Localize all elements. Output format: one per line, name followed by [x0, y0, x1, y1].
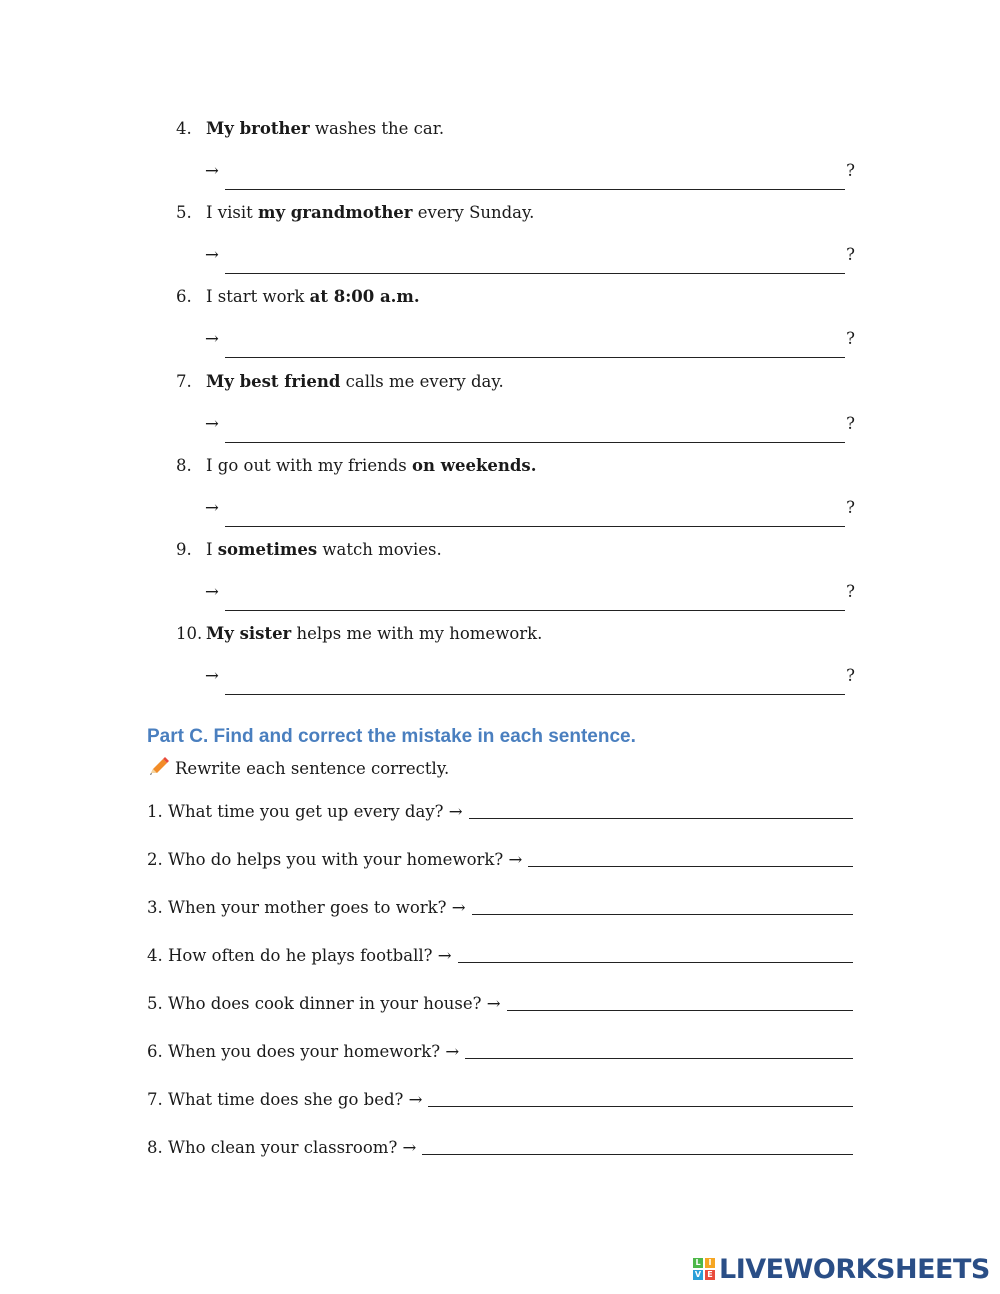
answer-row-8 — [205, 498, 855, 520]
correction-row-6 — [147, 1039, 853, 1061]
question-number: 9. — [176, 540, 192, 559]
correction-input-2[interactable] — [528, 852, 853, 867]
question-text-post: washes the car. — [309, 119, 445, 138]
part-c-title: Part C. Find and correct the mistake in each sentence. — [147, 726, 636, 747]
correction-row-2 — [147, 847, 853, 869]
question-mark: ? — [846, 582, 855, 601]
question-number: 4. — [176, 119, 192, 138]
question-text-bold: my grandmother — [257, 203, 413, 222]
correction-row-1 — [147, 799, 853, 821]
correction-row-4 — [147, 943, 853, 965]
question-text-post: watch movies. — [317, 540, 442, 559]
answer-row-9 — [205, 582, 855, 604]
question-9 — [176, 540, 442, 560]
logo-mark-letter: V — [694, 1270, 702, 1279]
question-mark: ? — [846, 498, 855, 517]
question-mark: ? — [846, 161, 855, 180]
correction-sentence: 1. What time you get up every day? → — [147, 802, 463, 821]
question-7 — [176, 372, 504, 392]
part-c-instruction — [147, 757, 449, 778]
correction-input-5[interactable] — [507, 996, 853, 1011]
question-text-pre: I start work — [206, 287, 310, 306]
logo-mark-letter: I — [705, 1258, 715, 1268]
question-text-bold: at 8:00 a.m. — [309, 287, 420, 306]
arrow-icon: → — [205, 161, 219, 180]
instruction-text: Rewrite each sentence correctly. — [175, 759, 450, 778]
question-text-bold: on weekends. — [412, 456, 537, 475]
question-6 — [176, 287, 420, 307]
arrow-icon: → — [205, 414, 219, 433]
arrow-icon: → — [205, 582, 219, 601]
correction-input-3[interactable] — [472, 900, 853, 915]
question-text-pre: I visit — [206, 203, 258, 222]
correction-row-7 — [147, 1087, 853, 1109]
arrow-icon: → — [205, 329, 219, 348]
question-text-bold: My best friend — [206, 372, 341, 391]
arrow-icon: → — [205, 245, 219, 264]
answer-row-10 — [205, 666, 855, 688]
question-text-bold: My brother — [206, 119, 310, 138]
question-text-bold: sometimes — [217, 540, 318, 559]
answer-row-7 — [205, 414, 855, 436]
question-number: 10. — [176, 624, 203, 643]
arrow-icon: → — [205, 666, 219, 685]
question-number: 7. — [176, 372, 192, 391]
question-5 — [176, 203, 534, 223]
answer-input-9[interactable] — [225, 592, 845, 611]
answer-input-5[interactable] — [225, 255, 845, 274]
correction-sentence: 7. What time does she go bed? → — [147, 1090, 423, 1109]
question-mark: ? — [846, 245, 855, 264]
correction-row-8 — [147, 1135, 853, 1157]
correction-input-7[interactable] — [428, 1092, 853, 1107]
question-text-pre: I — [206, 540, 218, 559]
logo-mark-icon — [693, 1258, 715, 1280]
question-mark: ? — [846, 414, 855, 433]
logo-mark-letter: L — [693, 1258, 703, 1268]
correction-sentence: 6. When you does your homework? → — [147, 1042, 460, 1061]
answer-input-6[interactable] — [225, 339, 845, 358]
question-text-post: every Sunday. — [412, 203, 535, 222]
arrow-icon: → — [205, 498, 219, 517]
correction-input-1[interactable] — [469, 804, 853, 819]
pencil-icon — [147, 757, 169, 777]
answer-input-8[interactable] — [225, 508, 845, 527]
question-4 — [176, 119, 444, 139]
correction-sentence: 2. Who do helps you with your homework? → — [147, 850, 523, 869]
correction-row-5 — [147, 991, 853, 1013]
correction-sentence: 5. Who does cook dinner in your house? → — [147, 994, 501, 1013]
question-mark: ? — [846, 666, 855, 685]
question-text-bold: My sister — [206, 624, 292, 643]
correction-input-8[interactable] — [422, 1140, 853, 1155]
correction-sentence: 4. How often do he plays football? → — [147, 946, 452, 965]
question-number: 6. — [176, 287, 192, 306]
answer-input-7[interactable] — [225, 424, 845, 443]
question-text-post: helps me with my homework. — [291, 624, 543, 643]
answer-row-4 — [205, 161, 855, 183]
correction-sentence: 8. Who clean your classroom? → — [147, 1138, 417, 1157]
answer-row-6 — [205, 329, 855, 351]
answer-input-4[interactable] — [225, 171, 845, 190]
answer-input-10[interactable] — [225, 676, 845, 695]
question-text-pre: I go out with my friends — [206, 456, 412, 475]
question-8 — [176, 456, 536, 476]
question-10 — [176, 624, 542, 644]
correction-input-4[interactable] — [458, 948, 853, 963]
question-number: 8. — [176, 456, 192, 475]
liveworksheets-logo[interactable] — [693, 1255, 990, 1283]
correction-input-6[interactable] — [465, 1044, 853, 1059]
question-number: 5. — [176, 203, 192, 222]
answer-row-5 — [205, 245, 855, 267]
correction-sentence: 3. When your mother goes to work? → — [147, 898, 466, 917]
question-mark: ? — [846, 329, 855, 348]
logo-wordmark: LIVEWORKSHEETS — [719, 1253, 990, 1285]
correction-row-3 — [147, 895, 853, 917]
question-text-post: calls me every day. — [340, 372, 504, 391]
logo-mark-letter: E — [705, 1270, 715, 1280]
